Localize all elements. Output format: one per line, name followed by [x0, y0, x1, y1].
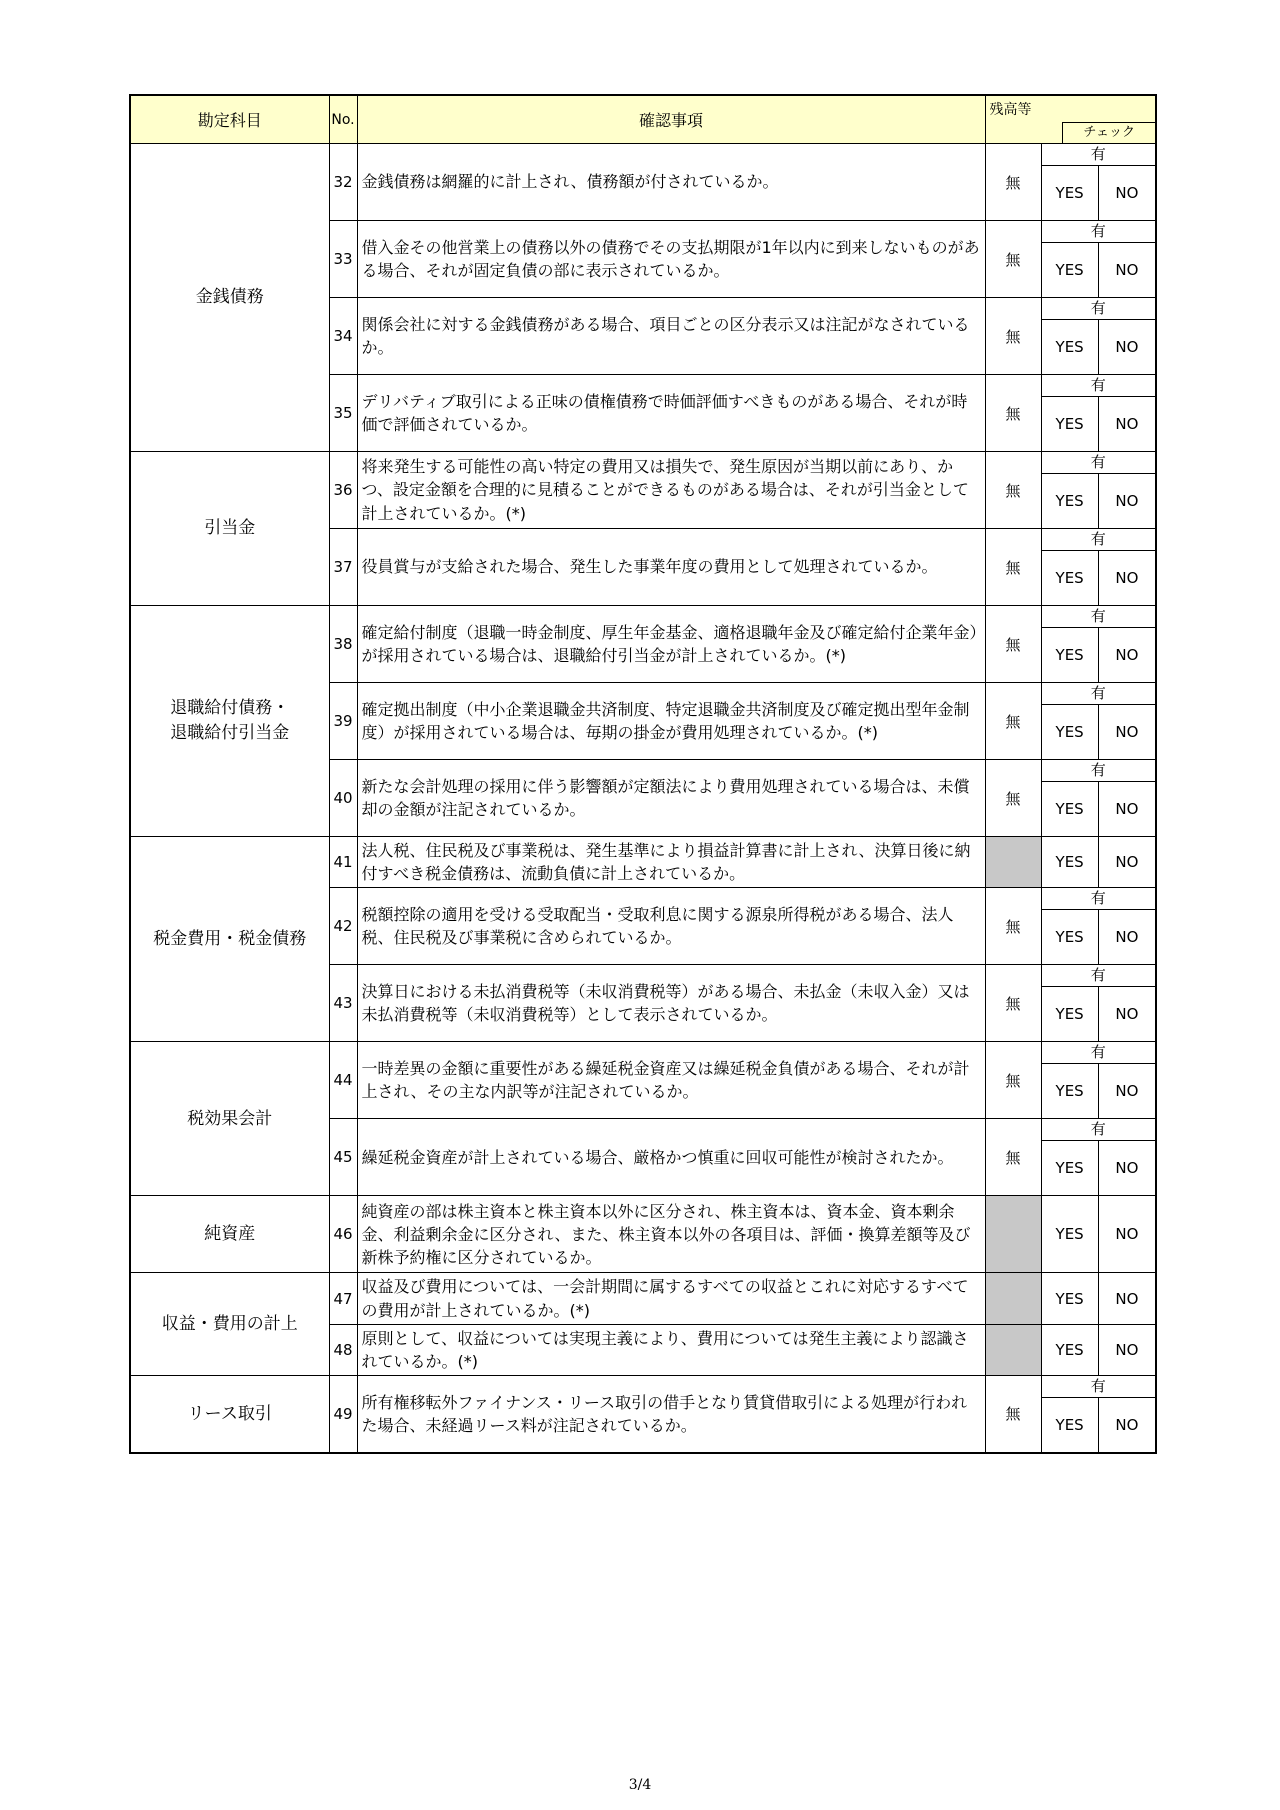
table-row [130, 1376, 1156, 1453]
no-option[interactable]: NO [1115, 1340, 1139, 1359]
balance-cell: 無 [985, 606, 1041, 683]
balance-cell: 無 [985, 760, 1041, 837]
check-item-text: 確定拠出制度（中小企業退職金共済制度、特定退職金共済制度及び確定拠出型年金制度）が採用されている場合は、毎期の掛金が費用処理されているか。(*) [357, 683, 985, 760]
balance-cell [985, 837, 1041, 888]
check-cell [1041, 1196, 1156, 1273]
yes-option[interactable]: YES [1042, 397, 1099, 451]
balance-cell: 無 [985, 888, 1041, 965]
header-balance: 残高等 [989, 102, 1032, 118]
has-label: 有 [1042, 1042, 1156, 1064]
item-number: 37 [329, 529, 357, 606]
yes-option[interactable]: YES [1042, 551, 1099, 605]
balance-cell: 無 [985, 1042, 1041, 1119]
yes-option[interactable]: YES [1042, 987, 1099, 1041]
no-option[interactable]: NO [1115, 1005, 1139, 1024]
has-label: 有 [1042, 1119, 1156, 1141]
check-item-text: 一時差異の金額に重要性がある繰延税金資産又は繰延税金負債がある場合、それが計上され、その主な内訳等が注記されているか。 [357, 1042, 985, 1119]
balance-cell: 無 [985, 144, 1041, 221]
balance-cell: 無 [985, 221, 1041, 298]
check-cell [1041, 298, 1156, 375]
account-category: 純資産 [130, 1196, 329, 1273]
yes-option[interactable]: YES [1042, 166, 1099, 220]
table-row [130, 1273, 1156, 1324]
yes-option[interactable]: YES [1042, 910, 1099, 964]
check-item-text: 新たな会計処理の採用に伴う影響額が定額法により費用処理されている場合は、未償却の金額が注記されているか。 [357, 760, 985, 837]
yes-option[interactable]: YES [1042, 1141, 1099, 1195]
yes-option[interactable]: YES [1042, 1325, 1099, 1375]
balance-cell: 無 [985, 1376, 1041, 1453]
has-label: 有 [1042, 888, 1156, 910]
check-cell [1041, 1273, 1156, 1324]
has-label: 有 [1042, 760, 1156, 782]
check-item-text: 決算日における未払消費税等（未収消費税等）がある場合、未払金（未収入金）又は未払消費税等（未収消費税等）として表示されているか。 [357, 965, 985, 1042]
no-option[interactable]: NO [1115, 1082, 1139, 1101]
no-option[interactable]: NO [1115, 261, 1139, 279]
check-cell [1041, 760, 1156, 837]
yes-option[interactable]: YES [1042, 782, 1099, 836]
check-item-text: 所有権移転外ファイナンス・リース取引の借手となり賃貸借取引による処理が行われた場合、未経過リース料が注記されているか。 [357, 1376, 985, 1453]
account-category: 引当金 [130, 452, 329, 606]
item-number: 40 [329, 760, 357, 837]
check-item-text: デリバティブ取引による正味の債権債務で時価評価すべきものがある場合、それが時価で評価されているか。 [357, 375, 985, 452]
has-label: 有 [1042, 452, 1156, 474]
item-number: 46 [329, 1196, 357, 1273]
checklist-body [130, 144, 1156, 1453]
check-item-text: 役員賞与が支給された場合、発生した事業年度の費用として処理されているか。 [357, 529, 985, 606]
table-row [130, 1042, 1156, 1119]
check-item-text: 原則として、収益については実現主義により、費用については発生主義により認識されているか。(*) [357, 1324, 985, 1375]
account-category: リース取引 [130, 1376, 329, 1453]
balance-cell: 無 [985, 1119, 1041, 1196]
yes-option[interactable]: YES [1042, 243, 1099, 297]
item-number: 45 [329, 1119, 357, 1196]
no-option[interactable]: NO [1115, 723, 1139, 741]
account-category: 金銭債務 [130, 144, 329, 452]
check-cell [1041, 965, 1156, 1042]
item-number: 42 [329, 888, 357, 965]
no-option[interactable]: NO [1115, 569, 1139, 587]
check-cell [1041, 837, 1156, 888]
check-item-text: 法人税、住民税及び事業税は、発生基準により損益計算書に計上され、決算日後に納付すべき税金債務は、流動負債に計上されているか。 [357, 837, 985, 888]
no-option[interactable]: NO [1115, 1225, 1139, 1244]
balance-cell [985, 1273, 1041, 1324]
item-number: 36 [329, 452, 357, 529]
item-number: 47 [329, 1273, 357, 1324]
no-option[interactable]: NO [1115, 800, 1139, 818]
has-label: 有 [1042, 683, 1156, 705]
balance-cell: 無 [985, 965, 1041, 1042]
balance-cell [985, 1196, 1041, 1273]
header-no: No. [329, 95, 357, 144]
check-cell [1041, 1119, 1156, 1196]
item-number: 35 [329, 375, 357, 452]
no-option[interactable]: NO [1115, 338, 1139, 356]
check-item-text: 借入金その他営業上の債務以外の債務でその支払期限が1年以内に到来しないものがある場合、それが固定負債の部に表示されているか。 [357, 221, 985, 298]
header-account: 勘定科目 [130, 95, 329, 144]
check-cell [1041, 1324, 1156, 1375]
has-label: 有 [1042, 1376, 1156, 1398]
header-check: チェック [1062, 122, 1155, 143]
no-option[interactable]: NO [1115, 184, 1139, 202]
no-option[interactable]: NO [1115, 415, 1139, 433]
check-cell [1041, 375, 1156, 452]
balance-cell: 無 [985, 452, 1041, 529]
item-number: 41 [329, 837, 357, 888]
yes-option[interactable]: YES [1042, 1273, 1099, 1323]
item-number: 44 [329, 1042, 357, 1119]
table-row [130, 837, 1156, 888]
item-number: 43 [329, 965, 357, 1042]
has-label: 有 [1042, 144, 1156, 166]
check-item-text: 収益及び費用については、一会計期間に属するすべての収益とこれに対応するすべての費用が計上されているか。(*) [357, 1273, 985, 1324]
table-row [130, 1196, 1156, 1273]
has-label: 有 [1042, 529, 1156, 551]
check-cell [1041, 606, 1156, 683]
check-item-text: 税額控除の適用を受ける受取配当・受取利息に関する源泉所得税がある場合、法人税、住民税及び事業税に含められているか。 [357, 888, 985, 965]
item-number: 33 [329, 221, 357, 298]
no-option[interactable]: NO [1115, 1289, 1139, 1308]
balance-cell: 無 [985, 298, 1041, 375]
no-option[interactable]: NO [1115, 646, 1139, 664]
yes-option[interactable]: YES [1042, 1064, 1099, 1118]
balance-cell: 無 [985, 375, 1041, 452]
item-number: 34 [329, 298, 357, 375]
yes-option[interactable]: YES [1042, 837, 1099, 887]
item-number: 39 [329, 683, 357, 760]
balance-cell: 無 [985, 683, 1041, 760]
item-number: 49 [329, 1376, 357, 1453]
table-row [130, 144, 1156, 221]
yes-option[interactable]: YES [1042, 628, 1099, 682]
yes-option[interactable]: YES [1042, 705, 1099, 759]
page-number: 3/4 [628, 1777, 652, 1793]
has-label: 有 [1042, 221, 1156, 243]
account-category: 税金費用・税金債務 [130, 837, 329, 1042]
check-cell [1041, 888, 1156, 965]
no-option[interactable]: NO [1115, 928, 1139, 947]
item-number: 38 [329, 606, 357, 683]
check-cell [1041, 452, 1156, 529]
header-balance-check [985, 95, 1156, 144]
yes-option[interactable]: YES [1042, 474, 1099, 528]
no-option[interactable]: NO [1115, 1159, 1139, 1178]
check-cell [1041, 1042, 1156, 1119]
check-item-text: 繰延税金資産が計上されている場合、厳格かつ慎重に回収可能性が検討されたか。 [357, 1119, 985, 1196]
table-row [130, 606, 1156, 683]
check-item-text: 関係会社に対する金銭債務がある場合、項目ごとの区分表示又は注記がなされているか。 [357, 298, 985, 375]
check-cell [1041, 221, 1156, 298]
has-label: 有 [1042, 375, 1156, 397]
table-row [130, 452, 1156, 529]
item-number: 32 [329, 144, 357, 221]
check-cell [1041, 529, 1156, 606]
balance-cell [985, 1324, 1041, 1375]
yes-option[interactable]: YES [1042, 1196, 1099, 1272]
has-label: 有 [1042, 298, 1156, 320]
check-cell [1041, 683, 1156, 760]
check-item-text: 純資産の部は株主資本と株主資本以外に区分され、株主資本は、資本金、資本剰余金、利益剰余金に区分され、また、株主資本以外の各項目は、評価・換算差額等及び新株予約権に区分されているか。 [357, 1196, 985, 1273]
check-item-text: 確定給付制度（退職一時金制度、厚生年金基金、適格退職年金及び確定給付企業年金）が採用されている場合は、退職給付引当金が計上されているか。(*) [357, 606, 985, 683]
check-cell [1041, 144, 1156, 221]
account-category: 税効果会計 [130, 1042, 329, 1196]
has-label: 有 [1042, 606, 1156, 628]
balance-cell: 無 [985, 529, 1041, 606]
yes-option[interactable]: YES [1042, 320, 1099, 374]
check-cell [1041, 1376, 1156, 1453]
checklist-table [129, 94, 1157, 1454]
yes-option[interactable]: YES [1042, 1398, 1099, 1452]
account-category: 退職給付債務・ 退職給付引当金 [130, 606, 329, 837]
item-number: 48 [329, 1324, 357, 1375]
check-item-text: 将来発生する可能性の高い特定の費用又は損失で、発生原因が当期以前にあり、かつ、設定金額を合理的に見積ることができるものがある場合は、それが引当金として計上されているか。(*) [357, 452, 985, 529]
no-option[interactable]: NO [1115, 1415, 1139, 1434]
header-item: 確認事項 [357, 95, 985, 144]
check-item-text: 金銭債務は網羅的に計上され、債務額が付されているか。 [357, 144, 985, 221]
has-label: 有 [1042, 965, 1156, 987]
no-option[interactable]: NO [1115, 492, 1139, 510]
no-option[interactable]: NO [1115, 853, 1139, 872]
account-category: 収益・費用の計上 [130, 1273, 329, 1376]
